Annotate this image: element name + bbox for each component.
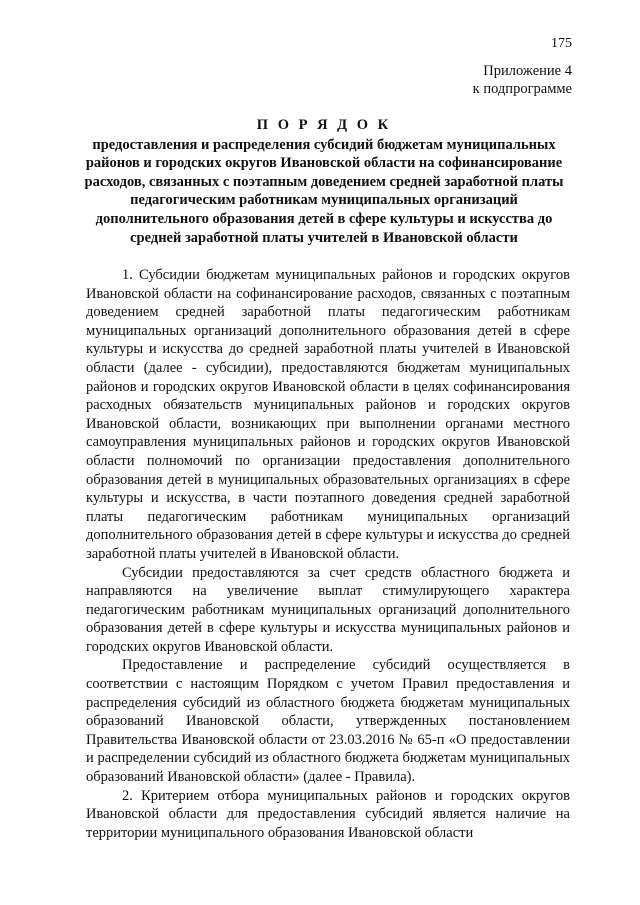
- document-body: [86, 266, 570, 842]
- appendix-line-2: к подпрограмме: [472, 81, 572, 97]
- paragraph-1: 1. Субсидии бюджетам муниципальных районов и городских округов Ивановской области на софинансирование расходов, связанных с поэтапным доведением средней заработной платы педагогическим работникам муниципальных организаций дополнительного образования детей в сфере культуры и искусства до средней заработной платы учителей в Ивановской области (далее - субсидии), предоставляются бюджетам муниципальных районов и городских округов Ивановской области в целях софинансирования расходных обязательств муниципальных районов и городских округов Ивановской области, возникающих при выполнении органами местного самоуправления муниципальных районов и городских округов Ивановской области полномочий по организации предоставления дополнительного образования детей в муниципальных образовательных организациях в сфере культуры и искусства, в части поэтапного доведения средней заработной платы педагогическим работникам муниципальных организаций дополнительного образования детей в сфере культуры и искусства до средней заработной платы учителей в Ивановской области.: [86, 267, 570, 562]
- appendix-reference: [473, 62, 572, 98]
- document-title: [78, 116, 570, 247]
- title-main: П О Р Я Д О К: [256, 117, 392, 133]
- paragraph-4: 2. Критерием отбора муниципальных районов и городских округов Ивановской области для предоставления субсидий является наличие на территории муниципального образования Ивановской области: [86, 787, 570, 841]
- paragraph-2: Субсидии предоставляются за счет средств областного бюджета и направляются на увеличение выплат стимулирующего характера педагогическим работникам муниципальных организаций дополнительного образования детей в сфере культуры и искусства муниципальных районов и городских округов Ивановской области.: [86, 564, 570, 655]
- title-subtitle: предоставления и распределения субсидий бюджетам муниципальных районов и городских округов Ивановской области на софинансирование расходов, связанных с поэтапным доведением средней заработной платы педагогическим работникам муниципальных организаций дополнительного образования детей в сфере культуры и искусства до средней заработной платы учителей в Ивановской области: [84, 136, 564, 246]
- page-number: 175: [551, 36, 572, 51]
- appendix-line-1: Приложение 4: [483, 63, 572, 79]
- paragraph-3: Предоставление и распределение субсидий осуществляется в соответствии с настоящим Порядком с учетом Правил предоставления и распределения субсидий из областного бюджета бюджетам муниципальных образований Ивановской области, утвержденных постановлением Правительства Ивановской области от 23.03.2016 № 65-п «О предоставлении и распределении субсидий из областного бюджета бюджетам муниципальных образований Ивановской области» (далее - Правила).: [86, 657, 570, 786]
